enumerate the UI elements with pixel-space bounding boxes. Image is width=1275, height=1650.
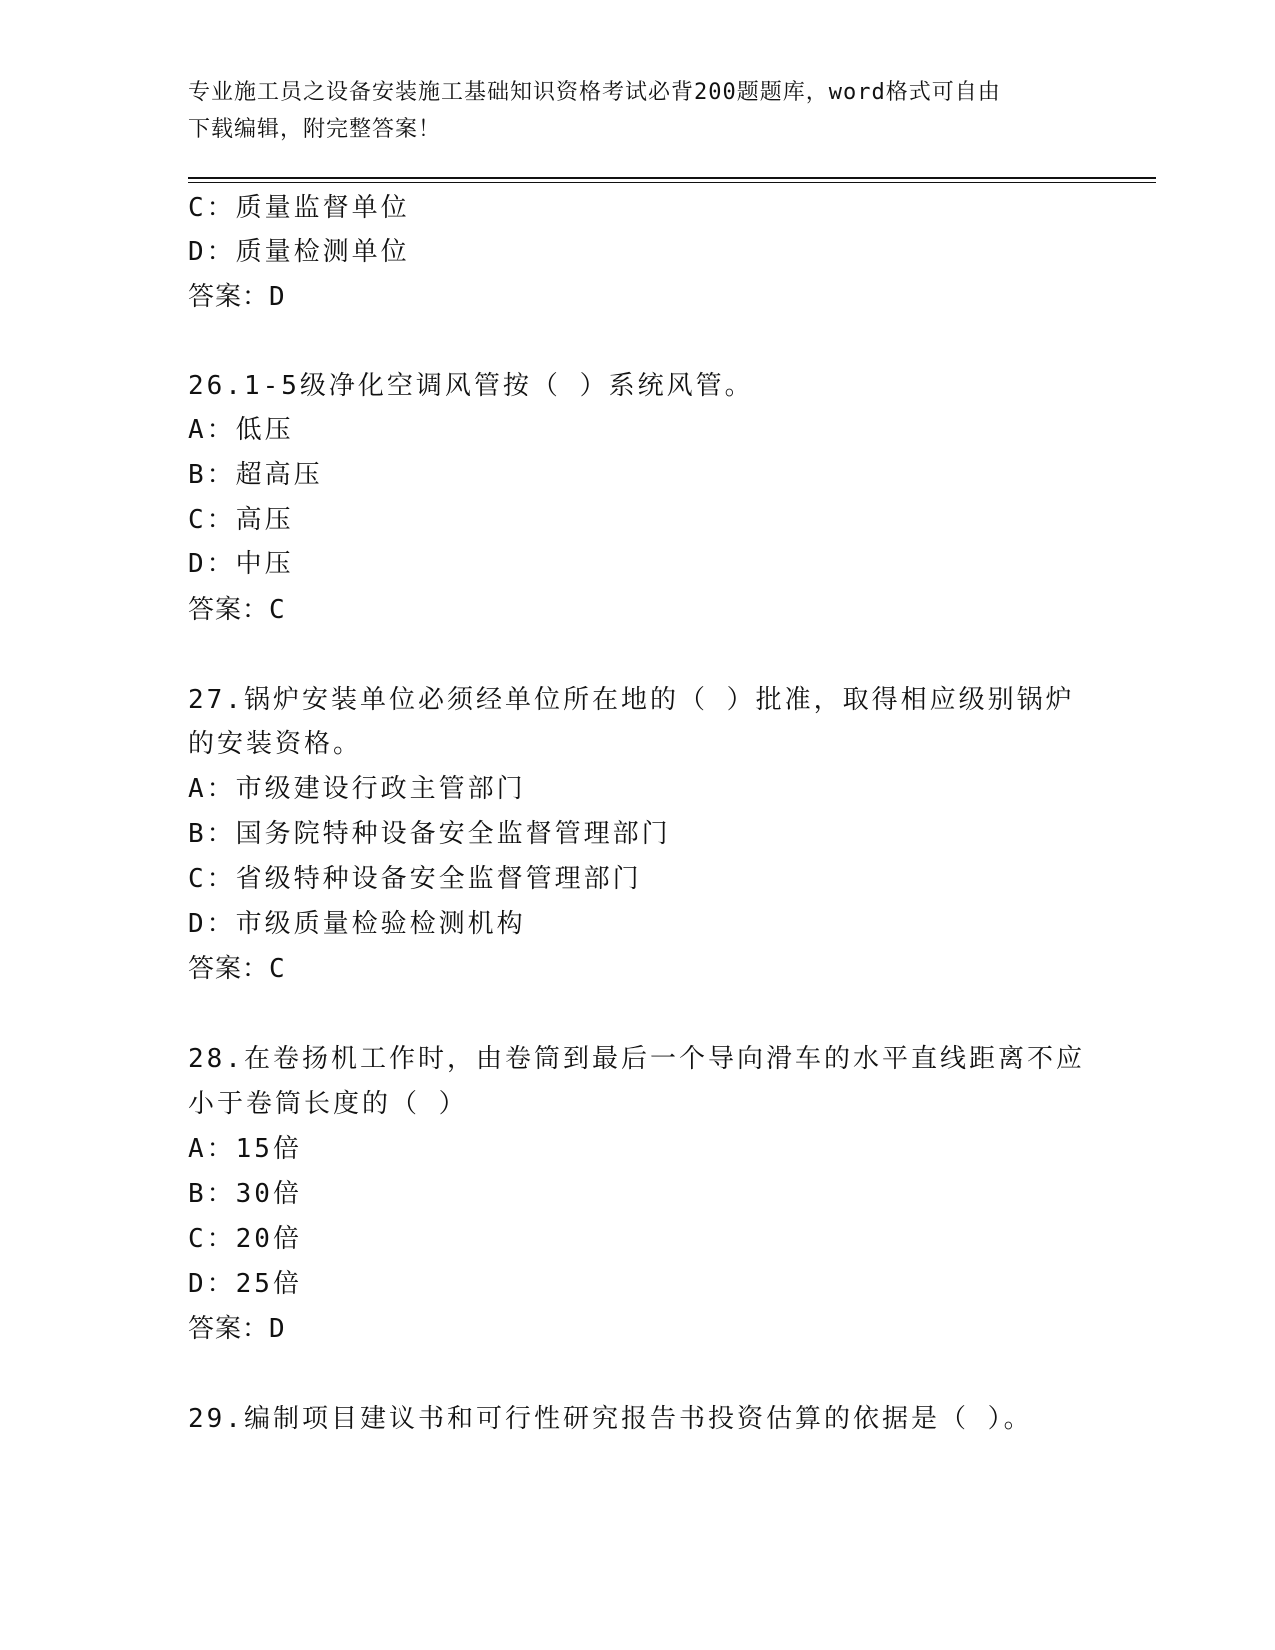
- q28-option-c: C：20倍: [188, 1224, 302, 1254]
- q25-option-c: C：质量监督单位: [188, 193, 410, 223]
- q27-answer: 答案：C: [188, 954, 286, 984]
- q28-stem-line-2: 小于卷筒长度的（ ）: [188, 1089, 468, 1119]
- q27-option-b: B：国务院特种设备安全监督管理部门: [188, 819, 671, 849]
- q29-stem: 29.编制项目建议书和可行性研究报告书投资估算的依据是（ ）。: [188, 1404, 1033, 1434]
- q25-option-d: D：质量检测单位: [188, 237, 410, 267]
- q26-stem: 26.1-5级净化空调风管按（ ）系统风管。: [188, 371, 754, 401]
- q27-option-d: D：市级质量检验检测机构: [188, 909, 526, 939]
- header-rule-thin: [188, 182, 1156, 183]
- q27-option-c: C：省级特种设备安全监督管理部门: [188, 864, 642, 894]
- q26-option-c: C：高压: [188, 505, 294, 535]
- q26-answer: 答案：C: [188, 595, 286, 625]
- q28-option-b: B：30倍: [188, 1179, 302, 1209]
- q26-option-d: D：中压: [188, 549, 294, 579]
- q28-option-d: D：25倍: [188, 1269, 302, 1299]
- q27-stem-line-1: 27.锅炉安装单位必须经单位所在地的（ ）批准，取得相应级别锅炉: [188, 685, 1075, 715]
- q28-option-a: A：15倍: [188, 1134, 302, 1164]
- q28-answer: 答案：D: [188, 1314, 286, 1344]
- q26-option-b: B：超高压: [188, 460, 323, 490]
- q27-option-a: A：市级建设行政主管部门: [188, 774, 526, 804]
- document-header: [188, 74, 1088, 148]
- q27-stem-line-2: 的安装资格。: [188, 729, 363, 759]
- header-line-1: 专业施工员之设备安装施工基础知识资格考试必背200题题库，word格式可自由: [188, 80, 1001, 105]
- q28-stem-line-1: 28.在卷扬机工作时，由卷筒到最后一个导向滑车的水平直线距离不应: [188, 1044, 1085, 1074]
- q25-answer: 答案：D: [188, 282, 286, 312]
- header-line-2: 下载编辑，附完整答案！: [188, 117, 442, 142]
- header-rule-thick: [188, 177, 1156, 179]
- q26-option-a: A：低压: [188, 415, 294, 445]
